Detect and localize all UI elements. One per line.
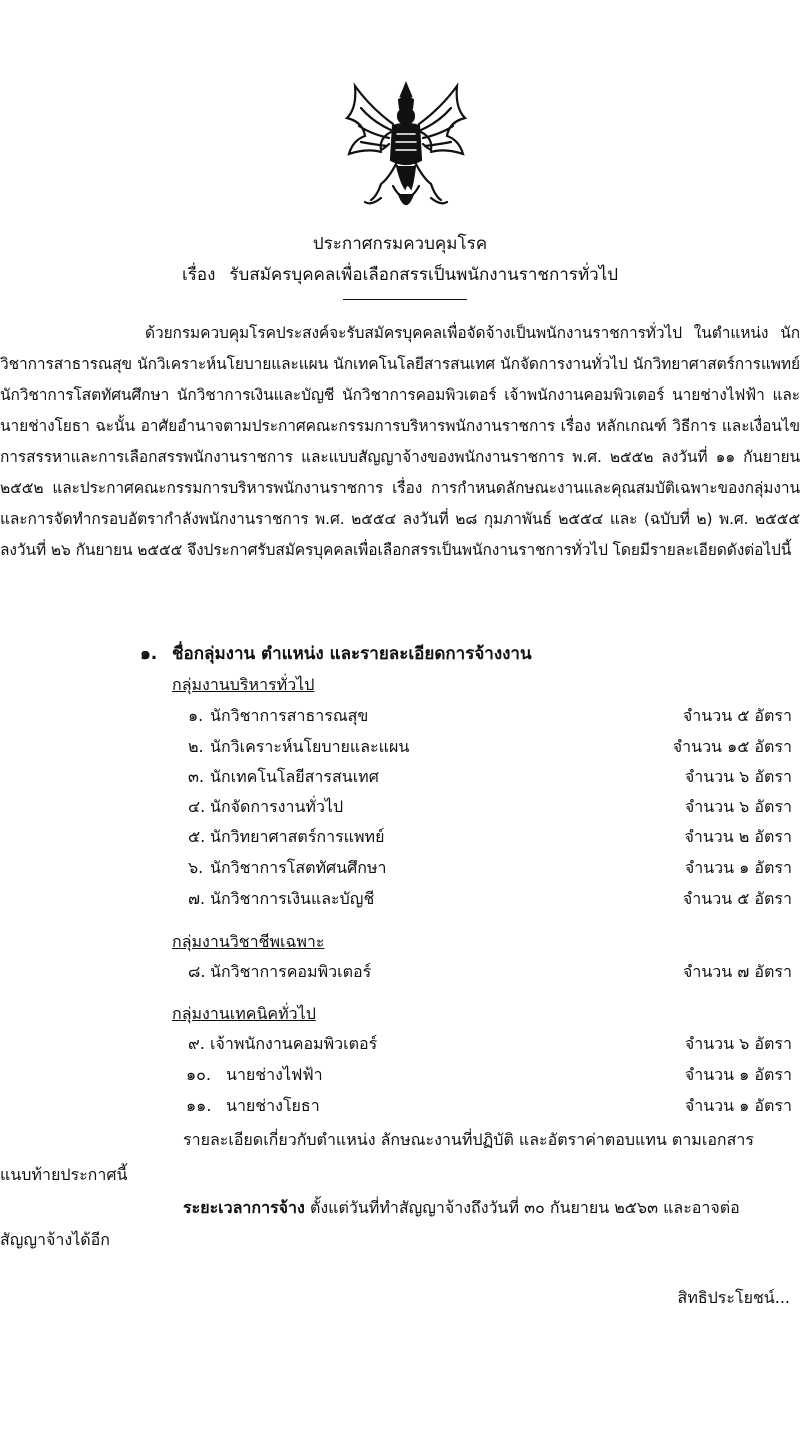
position-row — [0, 765, 800, 795]
employment-period-cont: สัญญาจ้างได้อีก — [0, 1230, 110, 1249]
title-divider — [343, 299, 467, 300]
position-number: ๖. — [188, 858, 204, 877]
section-title: ชื่อกลุ่มงาน ตำแหน่ง และรายละเอียดการจ้างงาน — [172, 644, 532, 664]
announcement-title: ประกาศกรมควบคุมโรค — [312, 234, 488, 254]
details-note: รายละเอียดเกี่ยวกับตำแหน่ง ลักษณะงานที่ปฏิบัติ และอัตราค่าตอบแทน ตามเอกสาร — [183, 1130, 754, 1149]
position-count: จำนวน ๕ อัตรา — [682, 706, 792, 725]
position-count: จำนวน ๕ อัตรา — [682, 889, 792, 908]
continuation-text: สิทธิประโยชน์... — [677, 1288, 790, 1307]
employment-period — [183, 1196, 740, 1221]
position-number: ๒. — [188, 737, 204, 756]
position-name: นักวิเคราะห์นโยบายและแผน — [210, 737, 410, 756]
position-count: จำนวน ๑ อัตรา — [684, 858, 792, 877]
intro-paragraph: ด้วยกรมควบคุมโรคประสงค์จะรับสมัครบุคคลเพื่อจัดจ้างเป็นพนักงานราชการทั่วไป ในตำแหน่ง นักวิชาการสาธารณสุข นักวิเคราะห์นโยบายและแผน นักเทคโนโลยีสารสนเทศ นักจัดการงานทั่วไป นักวิทยาศาสตร์การแพทย์ นักวิชาการโสตทัศนศึกษา นักวิชาการเงินและบัญชี นักวิชาการคอมพิวเตอร์ เจ้าพนักงานคอมพิวเตอร์ นายช่างไฟฟ้า และนายช่างโยธา ฉะนั้น อาศัยอำนาจตามประกาศคณะกรรมการบริหารพนักงานราชการ เรื่อง หลักเกณฑ์ วิธีการ และเงื่อนไขการสรรหาและการเลือกสรรพนักงานราชการ และแบบสัญญาจ้างของพนักงานราชการ พ.ศ. ๒๕๕๒ ลงวันที่ ๑๑ กันยายน ๒๕๕๒ และประกาศคณะกรรมการบริหารพนักงานราชการ เรื่อง การกำหนดลักษณะงานและคุณสมบัติเฉพาะของกลุ่มงานและการจัดทำกรอบอัตรากำลังพนักงานราชการ พ.ศ. ๒๕๕๔ ลงวันที่ ๒๘ กุมภาพันธ์ ๒๕๕๔ และ (ฉบับที่ ๒) พ.ศ. ๒๕๕๕ ลงวันที่ ๒๖ กันยายน ๒๕๕๕ จึงประกาศรับสมัครบุคคลเพื่อเลือกสรรเป็นพนักงานราชการทั่วไป โดยมีรายละเอียดดังต่อไปนี้ — [0, 324, 800, 559]
section-heading — [140, 640, 532, 667]
position-name: นักวิชาการสาธารณสุข — [210, 706, 369, 725]
position-count: จำนวน ๑ อัตรา — [684, 1096, 792, 1115]
position-number: ๑. — [188, 706, 204, 725]
position-row — [0, 795, 800, 825]
position-number: ๓. — [188, 767, 205, 786]
position-row — [0, 856, 800, 886]
position-name: นักวิทยาศาสตร์การแพทย์ — [210, 827, 385, 846]
position-row — [0, 825, 800, 855]
position-count: จำนวน ๒ อัตรา — [684, 827, 792, 846]
position-row — [0, 704, 800, 734]
garuda-emblem-icon — [341, 78, 471, 218]
group-heading-professional: กลุ่มงานวิชาชีพเฉพาะ — [172, 932, 325, 951]
announcement-subject — [0, 261, 800, 288]
position-count: จำนวน ๖ อัตรา — [684, 1034, 792, 1053]
position-number: ๗. — [188, 889, 206, 908]
position-name: นายช่างโยธา — [226, 1096, 320, 1115]
position-name: นักวิชาการคอมพิวเตอร์ — [210, 962, 372, 981]
position-name: นักวิชาการเงินและบัญชี — [210, 889, 375, 908]
subject-label: เรื่อง — [181, 265, 216, 285]
details-note-cont: แนบท้ายประกาศนี้ — [0, 1165, 128, 1184]
section-number: ๑. — [140, 644, 158, 664]
position-row — [0, 960, 800, 990]
position-number: ๙. — [188, 1034, 205, 1053]
position-row — [0, 1032, 800, 1062]
position-name: เจ้าพนักงานคอมพิวเตอร์ — [210, 1034, 378, 1053]
position-name: นักวิชาการโสตทัศนศึกษา — [210, 858, 387, 877]
position-row — [0, 735, 800, 765]
position-count: จำนวน ๖ อัตรา — [684, 767, 792, 786]
position-name: นักเทคโนโลยีสารสนเทศ — [210, 767, 379, 786]
position-count: จำนวน ๖ อัตรา — [684, 797, 792, 816]
position-name: นายช่างไฟฟ้า — [226, 1065, 323, 1084]
position-row — [0, 887, 800, 917]
position-number: ๕. — [188, 827, 206, 846]
group-heading-general-admin: กลุ่มงานบริหารทั่วไป — [172, 675, 315, 694]
position-count: จำนวน ๑๕ อัตรา — [672, 737, 792, 756]
position-row — [0, 1094, 800, 1124]
position-number: ๔. — [188, 797, 206, 816]
subject-text: รับสมัครบุคคลเพื่อเลือกสรรเป็นพนักงานราชการทั่วไป — [229, 265, 619, 285]
position-name: นักจัดการงานทั่วไป — [210, 797, 344, 816]
period-label: ระยะเวลาการจ้าง — [183, 1198, 305, 1217]
position-number: ๘. — [188, 962, 206, 981]
position-row — [0, 1063, 800, 1093]
position-count: จำนวน ๗ อัตรา — [683, 962, 792, 981]
period-text: ตั้งแต่วันที่ทำสัญญาจ้างถึงวันที่ ๓๐ กันยายน ๒๕๖๓ และอาจต่อ — [309, 1198, 740, 1217]
position-count: จำนวน ๑ อัตรา — [684, 1065, 792, 1084]
position-number: ๑๐. — [186, 1065, 212, 1084]
position-number: ๑๑. — [186, 1096, 212, 1115]
group-heading-technical: กลุ่มงานเทคนิคทั่วไป — [172, 1004, 316, 1023]
